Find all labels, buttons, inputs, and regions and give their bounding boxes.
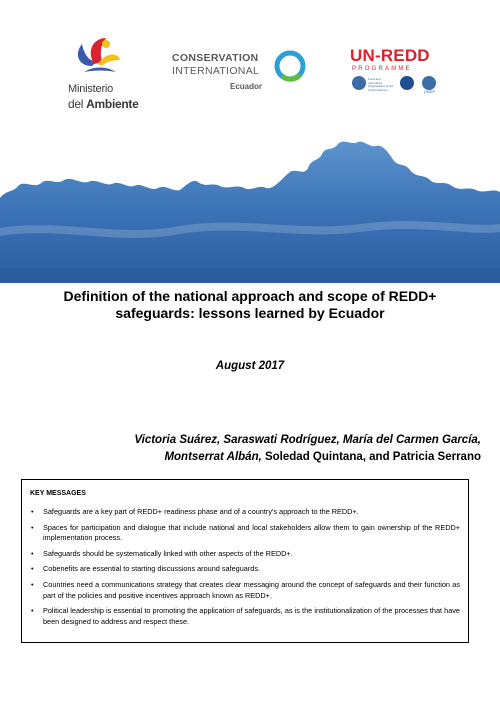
authors-line1: Victoria Suárez, Saraswati Rodríguez, María del Carmen García, xyxy=(134,434,481,446)
list-item: • Safeguards are a key part of REDD+ readiness phase and of a country's approach to the REDD+. xyxy=(31,507,359,516)
list-item: • Countries need a communications strategy that creates clear messaging around the concept of safeguards and their function as part of the policies and positive incentives approach known as REDD+. xyxy=(31,579,460,600)
bullet-icon: • xyxy=(31,564,34,574)
list-item: • Cobenefits are essential to starting discussions around safeguards. xyxy=(31,564,261,574)
key-messages-list xyxy=(22,507,468,627)
list-item: • Safeguards should be systematically linked with other aspects of the REDD+. xyxy=(31,548,293,558)
bullet-icon: • xyxy=(31,522,34,532)
fao-text: Food and Agriculture Organization of the United Nations xyxy=(368,77,394,92)
authors-line2: Montserrat Albán, Soledad Quintana, and Patricia Serrano xyxy=(164,451,481,463)
forest-canopy-banner xyxy=(0,128,500,283)
ministerio-line2: del Ambiente xyxy=(68,97,139,111)
undp-emblem-icon xyxy=(400,76,414,90)
unredd-line1: UN-REDD xyxy=(350,46,430,65)
list-item: • Spaces for participation and dialogue that include national and local stakeholders allow them to gain ownership of the REDD+ implementation process. xyxy=(31,522,460,543)
ci-ring-icon xyxy=(272,48,308,84)
title-line2: safeguards: lessons learned by Ecuador xyxy=(115,305,385,321)
ci-line3: Ecuador xyxy=(230,82,263,91)
unredd-line2: PROGRAMME xyxy=(352,66,412,72)
conservation-international-logo xyxy=(172,50,312,100)
un-redd-logo xyxy=(346,46,446,106)
fao-emblem-icon xyxy=(352,76,366,90)
unep-emblem-icon xyxy=(422,76,436,90)
list-item: • Political leadership is essential to promoting the application of safeguards, as is the institutionalization of the processes that have been designed to address and respect these. xyxy=(31,606,460,626)
title-line1: Definition of the national approach and scope of REDD+ xyxy=(63,288,437,304)
document-title xyxy=(30,288,470,322)
unep-text: UNEP xyxy=(424,89,436,94)
publication-date: August 2017 xyxy=(215,360,285,372)
ministerio-line1: Ministerio xyxy=(68,83,114,95)
bullet-icon: • xyxy=(31,606,34,616)
logo-bar xyxy=(0,0,500,120)
ministerio-del-ambiente-logo xyxy=(64,36,154,116)
ci-line1: CONSERVATION xyxy=(172,52,259,64)
key-messages-title: KEY MESSAGES xyxy=(30,490,86,497)
ci-line2: INTERNATIONAL xyxy=(172,65,260,77)
bullet-icon: • xyxy=(31,548,34,558)
key-messages-box xyxy=(21,479,469,643)
bullet-icon: • xyxy=(31,507,34,516)
ministerio-emblem-icon xyxy=(72,36,122,82)
authors xyxy=(80,432,481,466)
bullet-icon: • xyxy=(31,579,34,589)
